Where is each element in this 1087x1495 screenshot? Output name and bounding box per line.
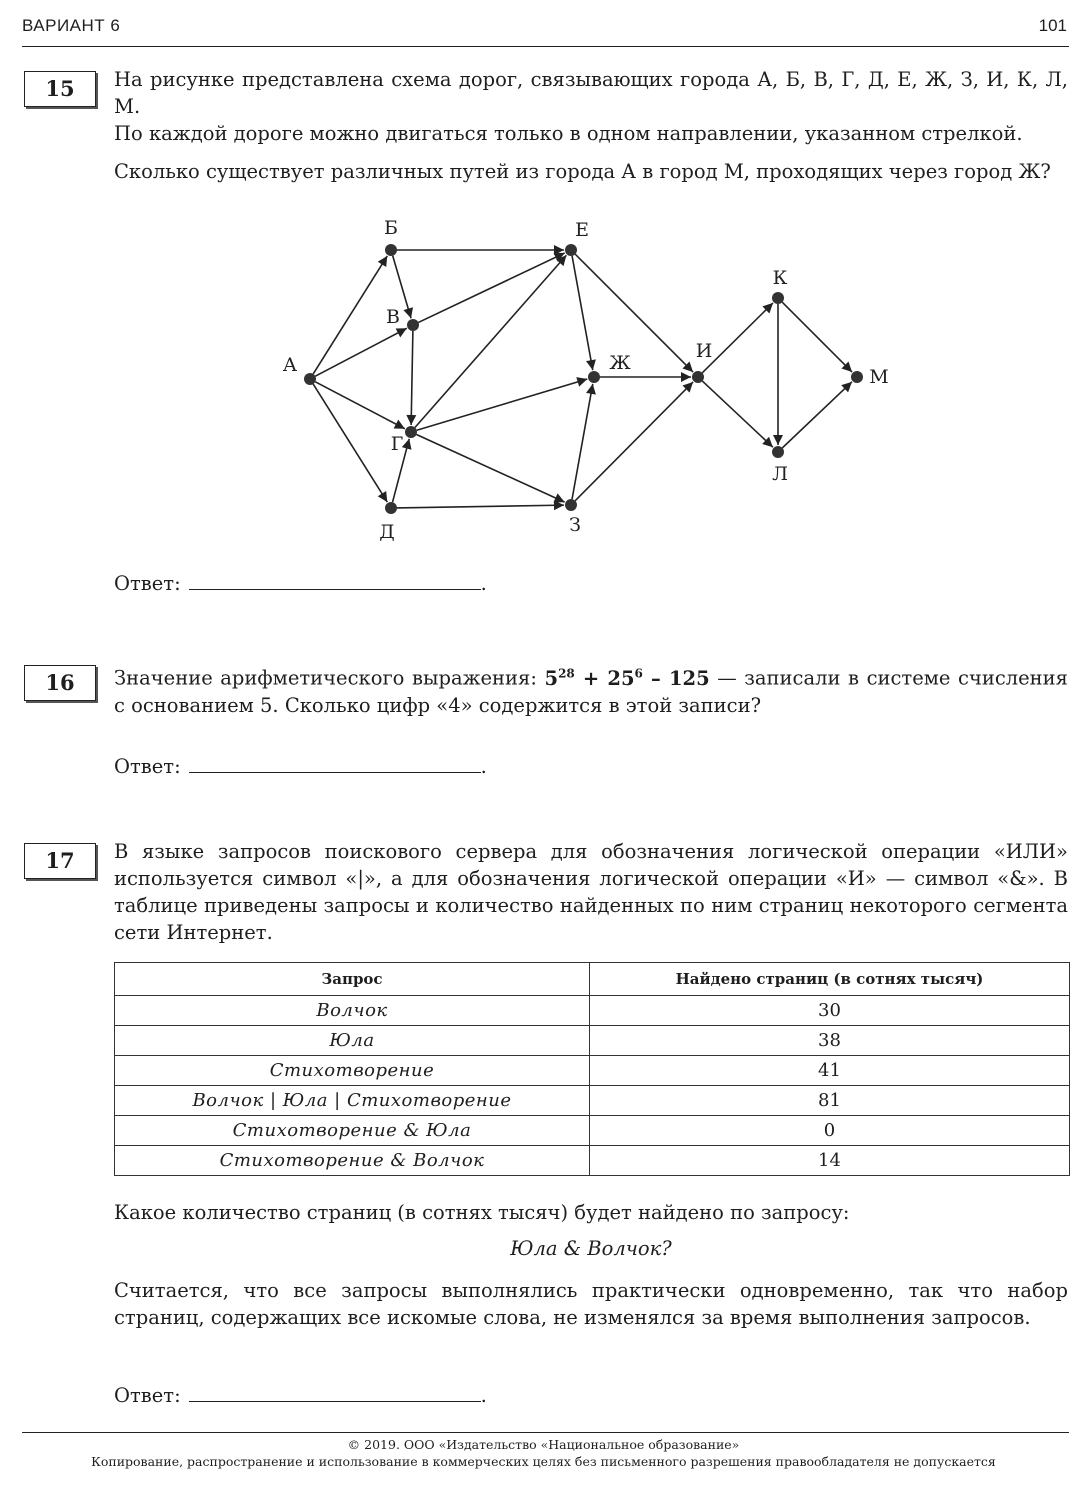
query-cell: Волчок | Юла | Стихотворение xyxy=(115,1086,590,1116)
road-e-i xyxy=(575,254,693,372)
q16-paragraph xyxy=(114,660,1068,719)
city-label-l: Л xyxy=(772,463,788,485)
road-g-zh xyxy=(417,379,588,430)
city-label-a: А xyxy=(282,354,298,376)
q17-answer-label: Ответ: xyxy=(114,1384,181,1407)
city-node-m xyxy=(851,371,863,383)
table-header-pages: Найдено страниц (в сотнях тысяч) xyxy=(590,963,1070,996)
road-g-e xyxy=(415,255,566,427)
pages-cell: 0 xyxy=(590,1116,1070,1146)
pages-cell: 30 xyxy=(590,996,1070,1026)
city-node-v xyxy=(407,319,419,331)
copyright-notice: Копирование, распространение и использование в коммерческих целях без письменного разрешения правообладателя не допускается xyxy=(91,1454,996,1469)
road-v-e xyxy=(418,253,564,322)
q16-answer-label: Ответ: xyxy=(114,755,181,778)
query-cell: Стихотворение & Волчок xyxy=(115,1146,590,1176)
road-i-l xyxy=(702,381,773,447)
query-cell: Волчок xyxy=(115,996,590,1026)
q17-answer-field[interactable] xyxy=(189,1383,481,1402)
city-node-k xyxy=(772,292,784,304)
q17-query: Юла & Волчок? xyxy=(510,1237,672,1260)
city-label-e: Е xyxy=(575,219,589,241)
city-node-z xyxy=(565,499,577,511)
city-label-i: И xyxy=(695,340,713,362)
road-z-i xyxy=(575,382,693,501)
q17-note: Считается, что все запросы выполнялись практически одновременно, так что набор страниц, содержащих все искомые слова, не изменялся за время выполнения запросов. xyxy=(114,1279,1068,1329)
q16-text-before: Значение арифметического выражения: xyxy=(114,666,545,690)
city-label-z: З xyxy=(569,514,581,536)
road-e-zh xyxy=(572,256,593,370)
table-header-query: Запрос xyxy=(115,963,590,996)
city-label-d: Д xyxy=(379,521,395,543)
road-k-m xyxy=(782,302,852,372)
city-node-a xyxy=(304,373,316,385)
road-z-zh xyxy=(572,384,593,499)
copyright-line: © 2019. ООО «Издательство «Национальное образование» xyxy=(347,1437,740,1452)
city-node-l xyxy=(772,446,784,458)
road-v-g xyxy=(411,331,413,425)
city-label-v: В xyxy=(386,306,400,328)
footer-divider xyxy=(22,1432,1069,1433)
q16-answer-field[interactable] xyxy=(189,754,481,773)
question-number-16: 16 xyxy=(24,665,96,701)
city-label-zh: Ж xyxy=(609,352,631,374)
city-node-b xyxy=(385,244,397,256)
road-a-d xyxy=(313,384,387,502)
table-row xyxy=(115,996,1070,1026)
q15-paragraph-1: На рисунке представлена схема дорог, связывающих города А, Б, В, Г, Д, Е, Ж, З, И, К, Л, М. xyxy=(114,68,1068,118)
q16-text-after: — записали в системе счисления с основанием 5. Сколько цифр «4» содержится в этой записи? xyxy=(114,666,1068,717)
pages-cell: 81 xyxy=(590,1086,1070,1116)
question-number-15: 15 xyxy=(24,71,96,107)
road-a-v xyxy=(315,328,406,376)
q15-answer-label: Ответ: xyxy=(114,572,181,595)
road-l-m xyxy=(782,382,852,448)
city-node-zh xyxy=(588,371,600,383)
city-node-g xyxy=(405,426,417,438)
city-label-k: К xyxy=(772,267,788,289)
variant-label: ВАРИАНТ 6 xyxy=(22,16,121,35)
query-cell: Стихотворение & Юла xyxy=(115,1116,590,1146)
table-header-row xyxy=(115,963,1070,996)
question-number-17: 17 xyxy=(24,843,96,879)
q17-answer: Ответ: . xyxy=(114,1384,487,1407)
city-label-b: Б xyxy=(384,217,398,239)
city-label-g: Г xyxy=(390,433,404,455)
road-graph xyxy=(0,0,1087,560)
q15-paragraph-3: Сколько существует различных путей из города А в город М, проходящих через город Ж? xyxy=(114,160,1051,183)
query-table xyxy=(114,962,1070,1176)
road-g-z xyxy=(416,434,564,502)
q16-answer: Ответ: . xyxy=(114,755,487,778)
city-node-d xyxy=(385,502,397,514)
page-number: 101 xyxy=(1038,16,1067,35)
query-cell: Юла xyxy=(115,1026,590,1056)
road-a-g xyxy=(315,382,404,429)
query-cell: Стихотворение xyxy=(115,1056,590,1086)
city-node-i xyxy=(692,371,704,383)
q15-answer: Ответ: . xyxy=(114,572,487,595)
q15-paragraph-2: По каждой дороге можно двигаться только в одном направлении, указанном стрелкой. xyxy=(114,122,1023,145)
table-row xyxy=(115,1116,1070,1146)
road-d-z xyxy=(397,505,564,508)
city-label-m: М xyxy=(869,366,889,388)
pages-cell: 14 xyxy=(590,1146,1070,1176)
table-row xyxy=(115,1026,1070,1056)
city-node-e xyxy=(565,244,577,256)
q17-intro: В языке запросов поискового сервера для обозначения логической операции «ИЛИ» используется символ «|», а для обозначения логической операции «И» — символ «&». В таблице приведены запросы и количество найденных по ним страниц некоторого сегмента сети Интернет. xyxy=(114,840,1068,944)
table-row xyxy=(115,1086,1070,1116)
table-row xyxy=(115,1146,1070,1176)
q17-question: Какое количество страниц (в сотнях тысяч) будет найдено по запросу: xyxy=(114,1201,850,1224)
q16-expression: $5^{28} + 25^6 - 125$ xyxy=(544,666,710,690)
road-i-k xyxy=(702,303,773,373)
q15-answer-field[interactable] xyxy=(189,571,481,590)
pages-cell: 38 xyxy=(590,1026,1070,1056)
road-a-b xyxy=(313,256,387,374)
table-row xyxy=(115,1056,1070,1086)
pages-cell: 41 xyxy=(590,1056,1070,1086)
